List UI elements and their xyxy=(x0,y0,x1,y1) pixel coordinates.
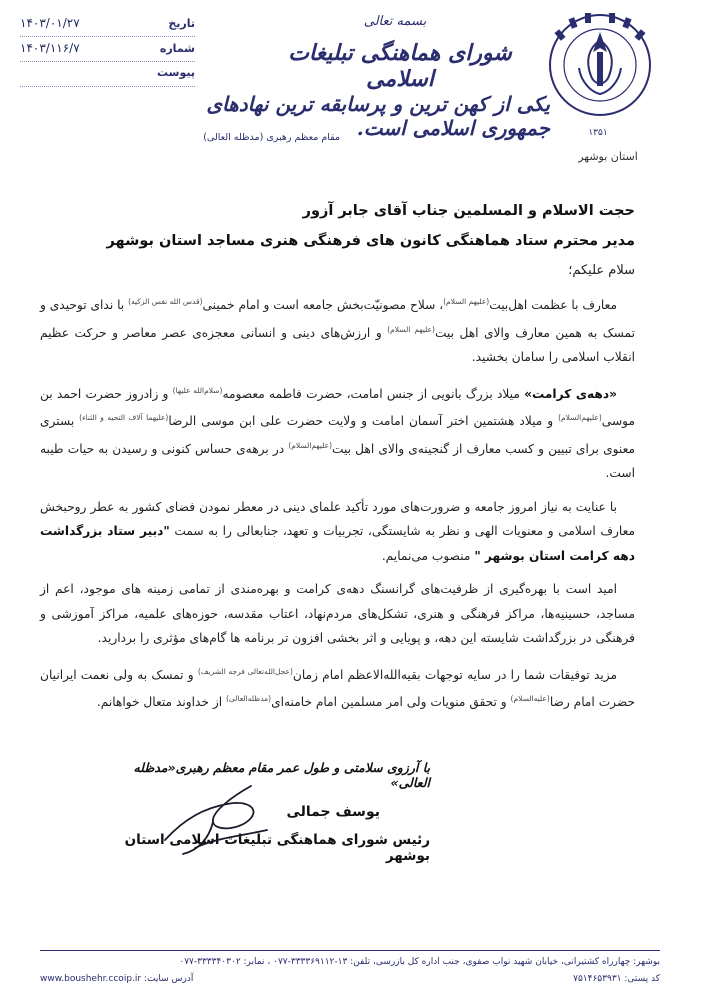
footer-divider xyxy=(40,950,660,951)
p5-honorific: (علیه‌السلام) xyxy=(510,694,550,703)
p1-honorific: (قدس الله نفس الزکیه) xyxy=(128,297,203,306)
p1-honorific: (علیهم السلام) xyxy=(387,324,435,334)
p5-text: و تمسک به ولی نعمت ایرانیان حضرت امام رضا xyxy=(40,667,635,709)
leader-quote: یکی از کهن ترین و پرسابقه ترین نهادهای جمهوری اسلامی است. xyxy=(206,92,550,140)
date-label: تاریخ xyxy=(168,17,195,30)
p3-text: منصوب می‌نمایم. xyxy=(381,548,475,563)
p3-bold: "دبیر ستاد بزرگداشت دهه کرامت استان بوشهر " xyxy=(40,524,635,563)
p1-text: و ارزش‌های دینی و انسانی معجزه‌ی عصر معاصر و حرکت عظیم انقلاب اسلامی را سامان بخشید. xyxy=(40,325,635,364)
recipient-position: مدیر محترم ستاد هماهنگی کانون های فرهنگی هنری مساجد استان بوشهر xyxy=(106,233,635,249)
p5-text: مزید توفیقات شما را در سایه توجهات بقیه‌الله‌الاعظم امام زمان xyxy=(292,667,617,682)
p3-text: با عنایت به نیاز امروز جامعه و ضرورت‌های مورد تأکید علمای دینی در معطر نمودن فضای کشور به عطر روحبخش معارف اسلامی و معنویات الهی و نظر به شایستگی، تجربیات و تعهد، جنابعالی را به سمت xyxy=(40,499,635,538)
footer-address: بوشهر: چهارراه کشتیرانی، خیابان شهید نواب صفوی، جنب اداره کل بازرسی، تلفن: ۱۳-۳۳۳۳۶۹۱۱۲-۰۷۷ ، نمابر: ۳۳۳۳۴۰۳۰۲-۰۷۷ xyxy=(179,957,660,967)
p1-text: معارف با عظمت اهل‌بیت xyxy=(489,298,618,312)
p1-honorific: (علیهم السلام) xyxy=(443,297,490,306)
footer-bottom-row xyxy=(40,970,660,988)
p5-text: از خداوند متعال خواهانم. xyxy=(96,695,226,709)
letter-body xyxy=(40,258,635,724)
p2-bold: «دهه‌ی کرامت» xyxy=(524,386,617,401)
postal-code: کد پستی: ۷۵۱۴۶۵۳۹۳۱ xyxy=(573,974,660,984)
p2-text: و زادروز حضرت احمد بن موسی xyxy=(40,386,635,428)
p5-honorific: (عجل‌الله‌تعالی فرجه الشریف) xyxy=(197,666,293,676)
signer-title: رئیس شورای هماهنگی تبلیغات اسلامی استان بوشهر xyxy=(124,832,430,864)
attachment-row xyxy=(20,66,195,87)
website-label: آدرس سایت: xyxy=(143,974,194,984)
paragraph-3 xyxy=(40,495,635,569)
attachment-label: پیوست xyxy=(157,66,195,79)
recipient-block xyxy=(40,196,635,256)
paragraph-5 xyxy=(40,660,635,715)
website-line xyxy=(40,970,193,988)
p2-text: و میلاد هشتمین اختر آسمان امامت و ولایت حضرت علی ابن موسی الرضا xyxy=(168,414,559,428)
p5-text: و تحقق منویات ولی امر مسلمین امام خامنه‌ای xyxy=(271,695,511,709)
website-link[interactable]: www.boushehr.ccoip.ir xyxy=(40,974,142,984)
paragraph-2 xyxy=(40,379,635,486)
p2-text: در برهه‌ی حساس کنونی و رسیدن به حیات طیبه است. xyxy=(40,441,635,480)
organization-name: شورای هماهنگی تبلیغات اسلامی xyxy=(288,40,512,92)
p2-text: میلاد بزرگ بانویی از جنس امامت، حضرت فاطمه معصومه xyxy=(222,386,525,401)
recipient-name: حجت الاسلام و المسلمین جناب آقای جابر آزور xyxy=(302,203,635,219)
emblem-year: ۱۳۵۱ xyxy=(588,128,608,138)
p1-text: ، سلاح مصونیّت‌بخش جامعه است و امام خمینی xyxy=(202,298,444,312)
date-row xyxy=(20,16,195,37)
p2-honorific: (علیهم‌السلام) xyxy=(558,413,602,422)
date-value: ۱۴۰۳/۰۱/۲۷ xyxy=(20,16,80,30)
p1-text: با ندای توحیدی و تمسک به همین معارف والای اهل بیت xyxy=(40,298,635,340)
province-label: استان بوشهر xyxy=(578,150,638,163)
organization-emblem-icon xyxy=(545,10,655,130)
letterhead-footer xyxy=(40,950,660,988)
bismillah: بسمه تعالی xyxy=(363,14,427,29)
paragraph-4: امید است با بهره‌گیری از ظرفیت‌های گرانسنگ دهه‌ی کرامت و بهره‌مندی از تمامی زمینه های موجود، اعم از مساجد، حسینیه‌ها، مراکز فرهنگی و هنری، تشکل‌های مردم‌نهاد، اعتاب مقدسه، حوزه‌های علمیه، مراکز آموزشی و فرهنگی در بزرگداشت شایسته این دهه، و پویایی و اثر بخشی افزون تر برنامه ها گام‌های مؤثری را بردارید. xyxy=(40,582,635,645)
p5-honorific: (مدظله‌العالی) xyxy=(225,694,272,703)
quote-attribution: مقام معظم رهبری (مدظله العالی) xyxy=(203,132,340,143)
greeting: سلام علیکم؛ xyxy=(568,263,635,278)
handwritten-signature xyxy=(155,778,275,858)
number-label: شماره xyxy=(159,42,195,55)
paragraph-1 xyxy=(40,290,635,370)
letter-meta xyxy=(20,16,195,91)
p2-text: بستری معنوی برای تبیین و کسب معارف از گنجینه‌ی والای اهل بیت xyxy=(40,414,635,456)
p2-honorific: (علیهما آلاف التحیه و الثناء) xyxy=(79,413,169,422)
number-value: ۱۴۰۳/۱۱۶/۷ xyxy=(20,41,80,55)
closing-wish: با آرزوی سلامتی و طول عمر مقام معظم رهبری«مدظله العالی» xyxy=(133,760,430,790)
number-row xyxy=(20,41,195,62)
p2-honorific: (علیهم‌السلام) xyxy=(288,440,333,450)
signer-name: یوسف جمالی xyxy=(286,804,380,820)
p2-honorific: (سلام‌الله علیها) xyxy=(172,385,223,395)
